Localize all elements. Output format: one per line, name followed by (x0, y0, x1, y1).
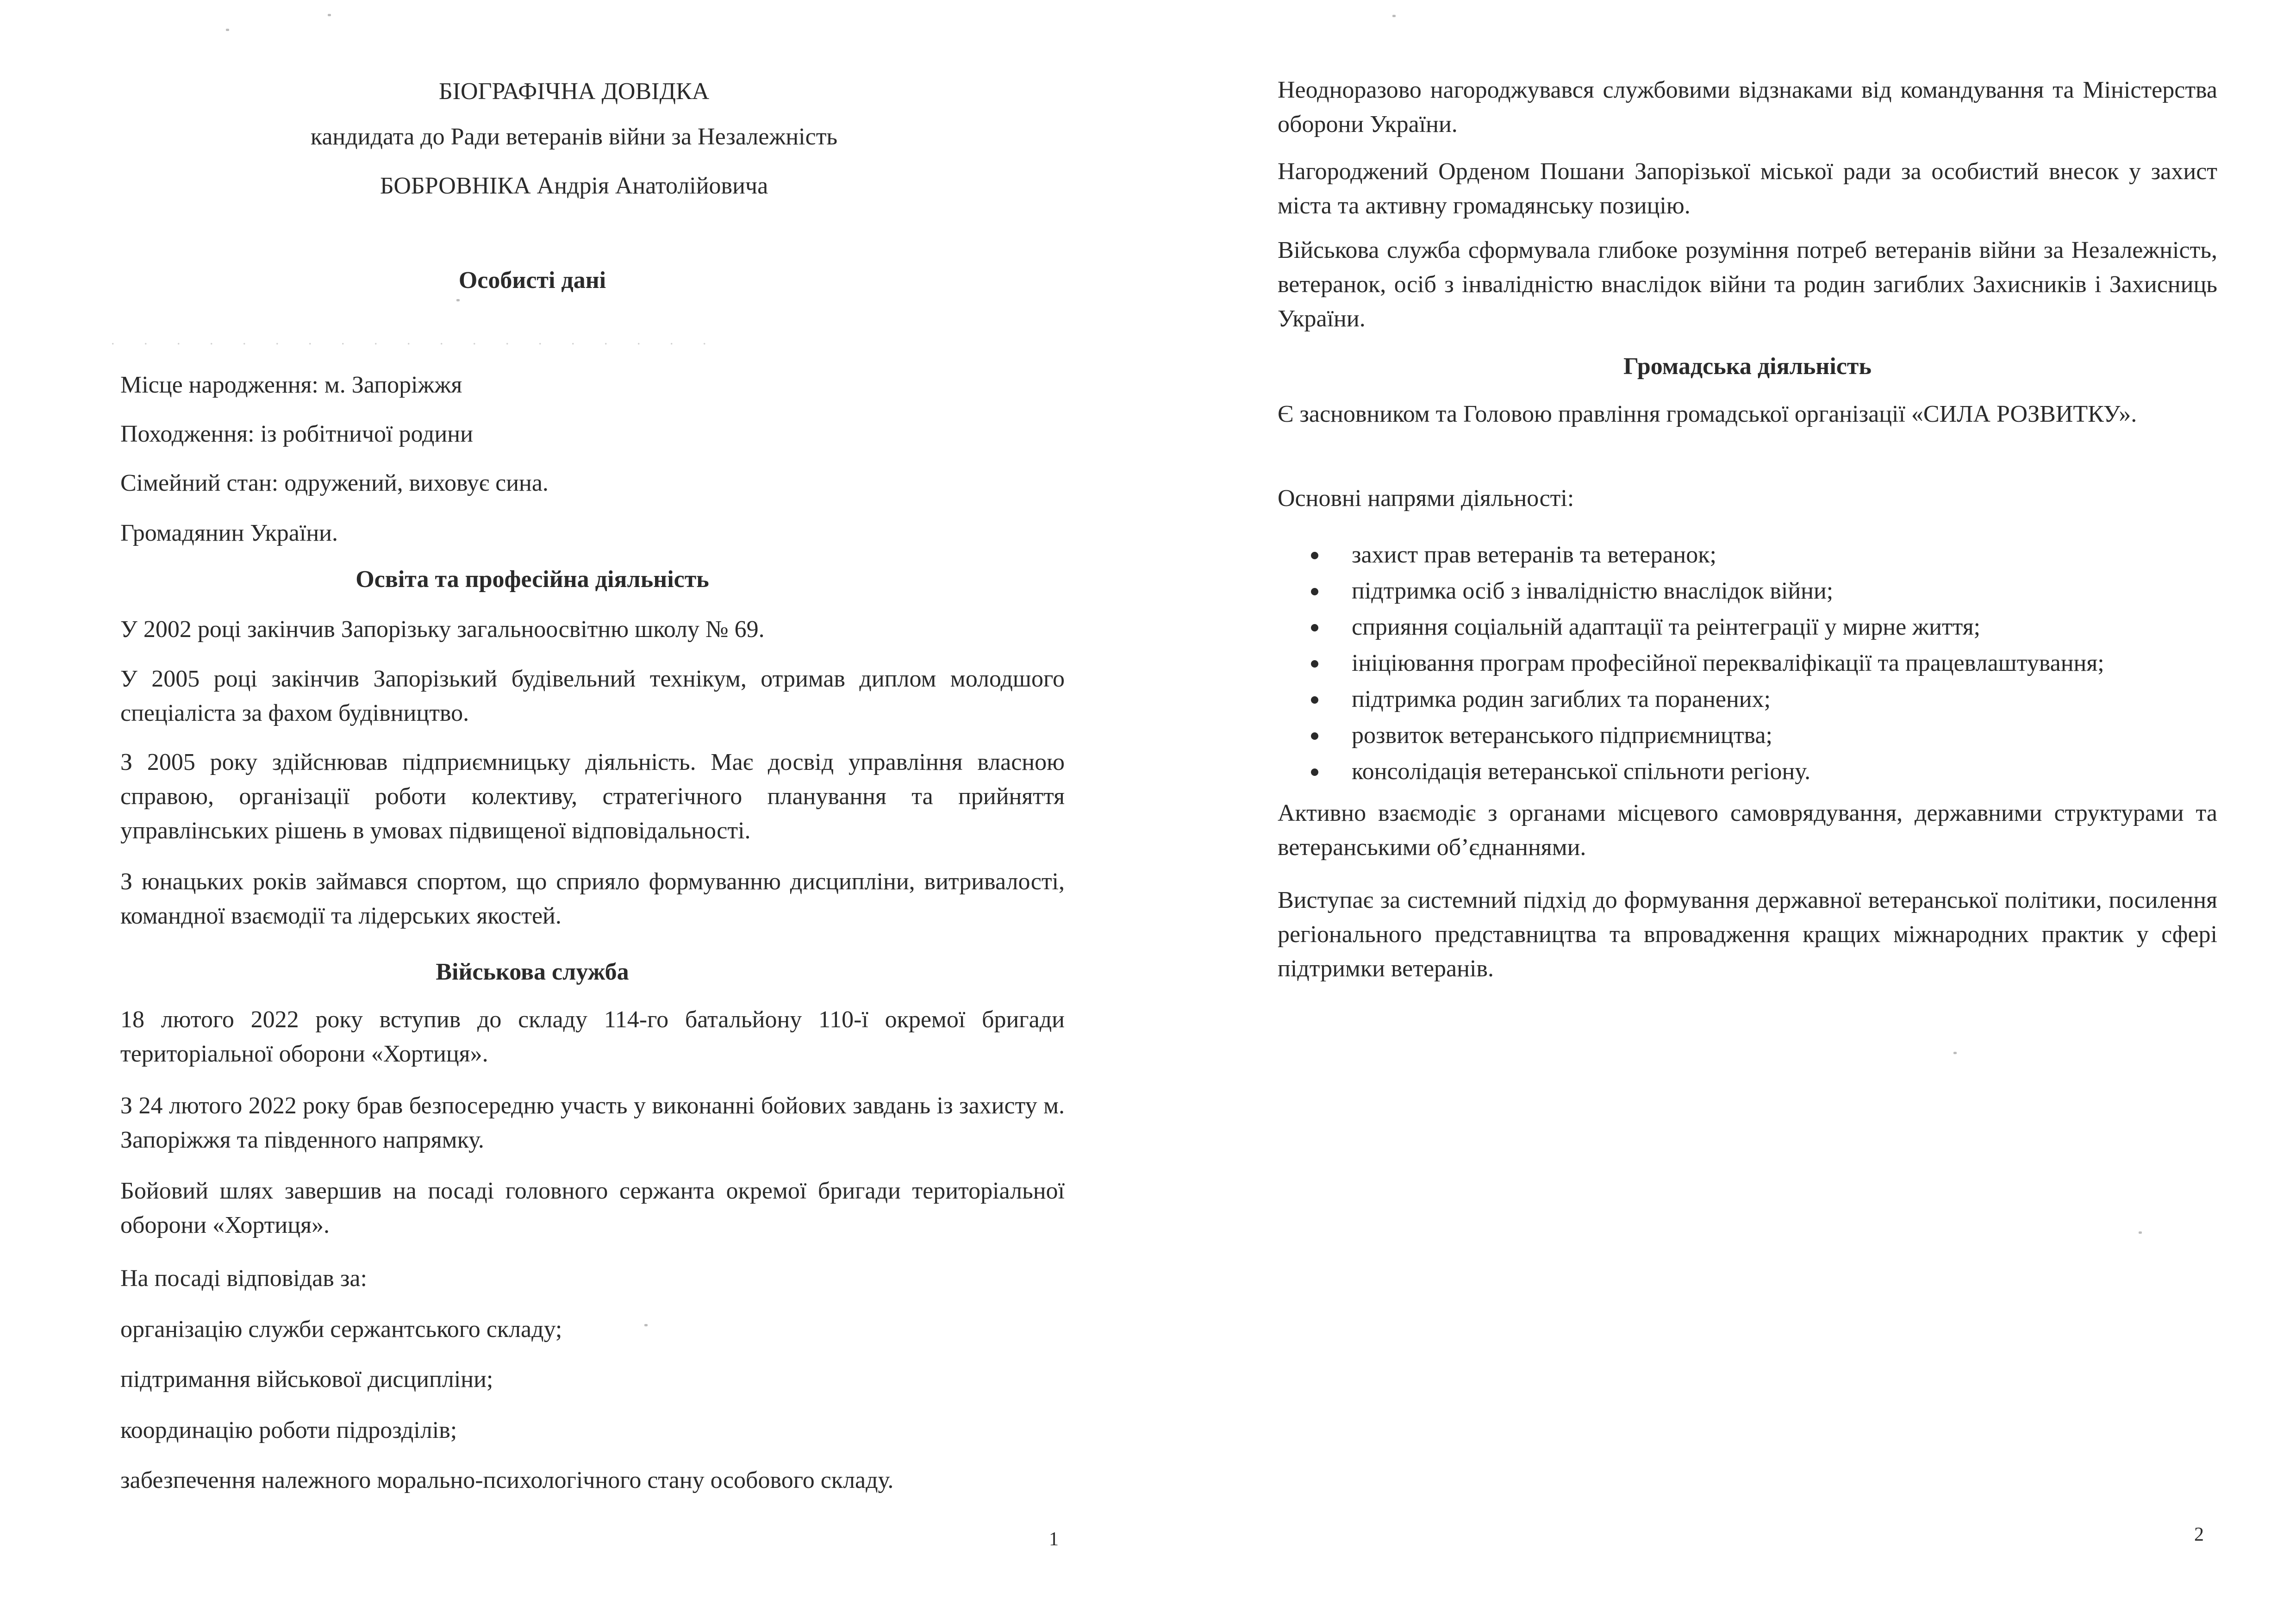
list-item: підтримка осіб з інвалідністю внаслідок війни; (1292, 573, 2264, 609)
candidate-name: БОБРОВНІКА Андрія Анатолійовича (380, 173, 768, 199)
bullet-icon (1311, 696, 1318, 704)
bullet-icon (1311, 732, 1318, 740)
origin-line: Походження: із робітничої родини (120, 421, 473, 447)
heading-personal-data: Особисті дані (458, 267, 606, 294)
bullet-icon (1311, 588, 1318, 595)
citizenship-line: Громадянин України. (120, 520, 338, 546)
directions-list (1292, 537, 2264, 790)
scan-speck (1392, 15, 1396, 17)
service-paragraph: Військова служба сформувала глибоке розуміння потреб ветеранів війни за Незалежність, ветеранок, осіб з інвалідністю внаслідок війни та родин загиблих Захисників і Захисниць України. (1278, 237, 2217, 332)
awards-paragraph-1: Неодноразово нагороджувався службовими відзнаками від командування та Міністерства оборони України. (1278, 77, 2217, 137)
civic-paragraph-1: Є засновником та Головою правління громадської організації «СИЛА РОЗВИТКУ». (1278, 401, 2137, 427)
scan-speck (644, 1324, 648, 1326)
duty-item: підтримання військової дисципліни; (120, 1366, 493, 1393)
list-item: сприяння соціальній адаптації та реінтеграції у мирне життя; (1292, 609, 2264, 645)
education-paragraph-1: У 2002 році закінчив Запорізьку загальноосвітню школу № 69. (120, 616, 765, 643)
page-number: 1 (1049, 1529, 1059, 1550)
duty-item: організацію служби сержантського складу; (120, 1316, 562, 1343)
list-item: ініціювання програм професійної перекваліфікації та працевлаштування; (1292, 645, 2264, 681)
duty-item: забезпечення належного морально-психологічного стану особового складу. (120, 1467, 894, 1493)
list-item: консолідація ветеранської спільноти регіону. (1292, 754, 2264, 790)
civic-paragraph-3: Виступає за системний підхід до формування державної ветеранської політики, посилення регіонального представництва та впровадження кращих міжнародних практик у сфері підтримки ветеранів. (1278, 887, 2217, 982)
scan-speck (2139, 1231, 2142, 1234)
birthplace-line: Місце народження: м. Запоріжжя (120, 372, 462, 398)
scan-speck (226, 29, 229, 31)
bullet-icon (1311, 768, 1318, 776)
directions-intro: Основні напрями діяльності: (1278, 485, 1574, 512)
document-subtitle: кандидата до Ради ветеранів війни за Незалежність (310, 124, 838, 150)
military-paragraph-1: 18 лютого 2022 року вступив до складу 114-го батальйону 110-ї окремої бригади територіальної оборони «Хортиця». (120, 1006, 1065, 1067)
heading-education: Освіта та професійна діяльність (356, 566, 709, 593)
duty-item: координацію роботи підрозділів; (120, 1417, 457, 1443)
family-status-line: Сімейний стан: одружений, виховує сина. (120, 470, 549, 496)
bullet-icon (1311, 624, 1318, 631)
document-title: БІОГРАФІЧНА ДОВІДКА (438, 78, 710, 105)
scan-speck (1953, 1052, 1957, 1054)
awards-paragraph-2: Нагороджений Орденом Пошани Запорізької міської ради за особистий внесок у захист міста та активну громадянську позицію. (1278, 158, 2217, 219)
military-paragraph-3: Бойовий шлях завершив на посаді головного сержанта окремої бригади територіальної оборони «Хортиця». (120, 1178, 1065, 1238)
bullet-icon (1311, 660, 1318, 668)
duties-intro: На посаді відповідав за: (120, 1265, 367, 1292)
civic-paragraph-2: Активно взаємодіє з органами місцевого самоврядування, державними структурами та ветеранськими об’єднаннями. (1278, 800, 2217, 861)
redacted-line: . . . . . . . . . . . . . . . . . . . (111, 332, 719, 348)
education-paragraph-3: З 2005 року здійснював підприємницьку діяльність. Має досвід управління власною справою, організації роботи колективу, стратегічного планування та прийняття управлінських рішень в умовах підвищеної відповідальності. (120, 749, 1065, 844)
scan-speck (328, 14, 331, 16)
education-paragraph-2: У 2005 році закінчив Запорізький будівельний технікум, отримав диплом молодшого спеціаліста за фахом будівництво. (120, 666, 1065, 726)
list-item: підтримка родин загиблих та поранених; (1292, 681, 2264, 718)
education-paragraph-4: З юнацьких років займався спортом, що сприяло формуванню дисципліни, витривалості, командної взаємодії та лідерських якостей. (120, 868, 1065, 929)
page-number: 2 (2194, 1524, 2204, 1545)
heading-civic-activity: Громадська діяльність (1623, 353, 1872, 380)
scan-speck (456, 299, 460, 301)
list-item: захист прав ветеранів та ветеранок; (1292, 537, 2264, 573)
heading-military-service: Військова служба (436, 959, 629, 985)
bullet-icon (1311, 552, 1318, 559)
list-item: розвиток ветеранського підприємництва; (1292, 718, 2264, 754)
military-paragraph-2: З 24 лютого 2022 року брав безпосередню участь у виконанні бойових завдань із захисту м. Запоріжжя та південного напрямку. (120, 1093, 1065, 1153)
